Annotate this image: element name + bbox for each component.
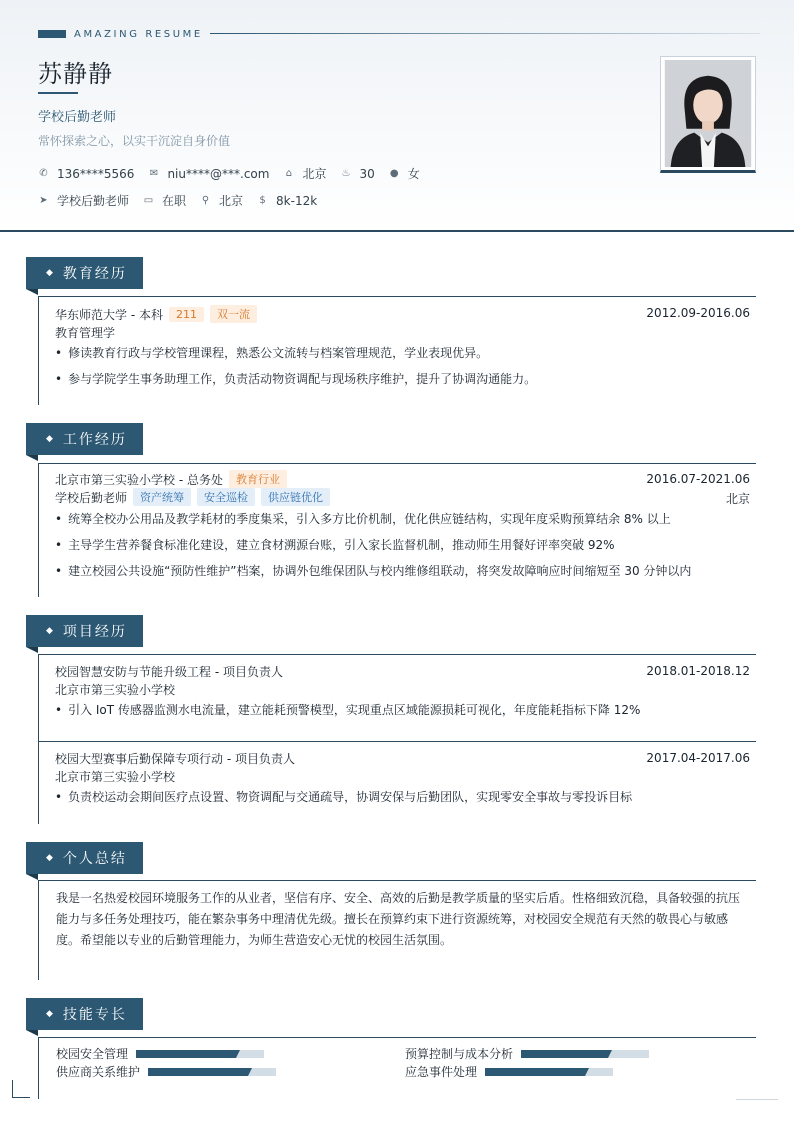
skill-item — [405, 1045, 649, 1062]
section-skills-title: ◆ 技能专长 — [26, 998, 143, 1030]
work-city: 北京 — [725, 492, 750, 506]
diamond-icon: ◆ — [46, 434, 55, 444]
section-summary-title: ◆ 个人总结 — [26, 842, 143, 874]
project-date: 2017.04-2017.06 — [646, 751, 750, 765]
contact-phone[interactable]: ✆ 136****5566 — [39, 166, 135, 181]
diamond-icon: ◆ — [46, 268, 55, 278]
contact-home: ⌂ 北京 — [283, 165, 326, 182]
education-bullet: • 修读教育行政与学校管理课程，熟悉公文流转与档案管理规范，学业表现优异。 — [55, 344, 488, 361]
send-icon: ➤ — [39, 195, 48, 206]
name-underline — [38, 92, 78, 94]
education-date: 2012.09-2016.06 — [646, 306, 750, 320]
candidate-motto: 常怀探索之心，以实干沉淀自身价值 — [38, 134, 231, 148]
section-project-title: ◆ 项目经历 — [26, 615, 143, 647]
skill-item — [56, 1045, 264, 1062]
candidate-role: 学校后勤老师 — [38, 110, 117, 125]
work-skill-tag: 供应链优化 — [261, 488, 330, 506]
contact-gender: ● 女 — [389, 167, 420, 181]
gender-icon: ● — [389, 168, 399, 179]
mail-icon: ✉ — [149, 168, 159, 179]
skill-name: 供应商关系维护 — [56, 1065, 141, 1079]
corner-decoration — [12, 1080, 30, 1098]
briefcase-icon: ▭ — [143, 195, 154, 206]
skill-bar-fill — [136, 1050, 236, 1058]
skill-item — [56, 1063, 276, 1080]
skill-bar-fill — [148, 1068, 248, 1076]
brand — [38, 27, 203, 41]
work-bullet: • 建立校园公共设施“预防性维护”档案，协调外包维保团队与校内维修组联动，将突发故障响应时间缩短至 30 分钟以内 — [55, 562, 691, 579]
brand-text: AMAZING RESUME — [74, 28, 203, 40]
summary-text: 我是一名热爱校园环境服务工作的从业者，坚信有序、安全、高效的后勤是教学质量的坚实后盾。性格细致沉稳，具备较强的抗压能力与多任务处理技巧，能在繁杂事务中理清优先级。擅长在预算约束下进行资源统筹，对校园安全规范有天然的敬畏心与敏感度。希望能以专业的后勤管理能力，为师生营造安心无忧的校园生活氛围。 — [56, 891, 741, 947]
intent-status: ▭ 在职 — [143, 194, 187, 208]
education-school: 华东师范大学 - 本科 — [55, 307, 163, 322]
candidate-name: 苏静静 — [38, 60, 113, 88]
education-major: 教育管理学 — [55, 326, 116, 340]
project-title: 校园大型赛事后勤保障专项行动 - 项目负责人 — [55, 752, 295, 766]
phone-icon: ✆ — [39, 168, 48, 179]
intent-salary: $ 8k-12k — [257, 194, 317, 208]
project-title: 校园智慧安防与节能升级工程 - 项目负责人 — [55, 665, 283, 679]
section-work-title: ◆ 工作经历 — [26, 423, 143, 455]
work-bullet: • 主导学生营养餐食标准化建设，建立食材溯源台账，引入家长监督机制，推动师生用餐好评率突破 92% — [55, 536, 615, 553]
work-position: 学校后勤老师 — [55, 490, 128, 505]
work-skill-tag: 安全巡检 — [197, 488, 255, 506]
education-tag: 211 — [169, 307, 204, 322]
project-bullet: • 引入 IoT 传感器监测水电流量，建立能耗预警模型，实现重点区域能源损耗可视化，年度能耗指标下降 12% — [55, 701, 640, 718]
diamond-icon: ◆ — [46, 1009, 55, 1019]
education-tag: 双一流 — [210, 305, 257, 323]
project-date: 2018.01-2018.12 — [646, 664, 750, 678]
project-entry — [38, 741, 756, 824]
project-org: 北京市第三实验小学校 — [55, 683, 176, 697]
work-entry — [38, 463, 756, 597]
work-bullet: • 统筹全校办公用品及教学耗材的季度集采，引入多方比价机制，优化供应链结构，实现年度采购预算结余 8% 以上 — [55, 510, 671, 527]
skill-name: 应急事件处理 — [405, 1065, 478, 1079]
intent-city: ⚲ 北京 — [201, 194, 244, 208]
location-icon: ⚲ — [201, 195, 210, 206]
brand-divider — [210, 33, 760, 34]
section-education-title: ◆ 教育经历 — [26, 257, 143, 289]
skill-bar-fill — [521, 1050, 608, 1058]
contact-row — [38, 165, 434, 182]
home-icon: ⌂ — [285, 168, 293, 179]
salary-icon: $ — [259, 195, 266, 206]
skill-name: 预算控制与成本分析 — [405, 1047, 514, 1061]
project-entry — [38, 654, 756, 741]
education-bullet: • 参与学院学生事务助理工作，负责活动物资调配与现场秩序维护，提升了协调沟通能力。 — [55, 370, 536, 387]
skill-bar — [485, 1068, 613, 1076]
skill-item — [405, 1063, 613, 1080]
intent-position: ➤ 学校后勤老师 — [39, 194, 130, 208]
diamond-icon: ◆ — [46, 626, 55, 636]
work-skill-tag: 资产统筹 — [133, 488, 191, 506]
project-bullet: • 负责校运动会期间医疗点设置、物资调配与交通疏导，协调安保与后勤团队，实现零安全事故与零投诉目标 — [55, 788, 632, 805]
skill-bar — [521, 1050, 649, 1058]
skill-bar-fill — [485, 1068, 585, 1076]
work-date: 2016.07-2021.06 — [646, 472, 750, 486]
avatar — [660, 56, 756, 173]
portrait-icon — [664, 60, 752, 167]
project-org: 北京市第三实验小学校 — [55, 770, 176, 784]
brand-bar — [38, 30, 66, 38]
skill-bar — [148, 1068, 276, 1076]
skill-name: 校园安全管理 — [56, 1047, 129, 1061]
education-entry — [38, 296, 756, 405]
corner-decoration — [736, 1099, 778, 1100]
contact-email[interactable]: ✉ niu****@***.com — [149, 166, 270, 181]
skill-bar — [136, 1050, 264, 1058]
contact-age: ♨ 30 — [341, 166, 375, 181]
work-company: 北京市第三实验小学校 - 总务处 — [55, 472, 223, 487]
intent-row — [38, 192, 331, 209]
cake-icon: ♨ — [341, 168, 351, 179]
diamond-icon: ◆ — [46, 853, 55, 863]
work-industry-tag: 教育行业 — [229, 470, 287, 488]
